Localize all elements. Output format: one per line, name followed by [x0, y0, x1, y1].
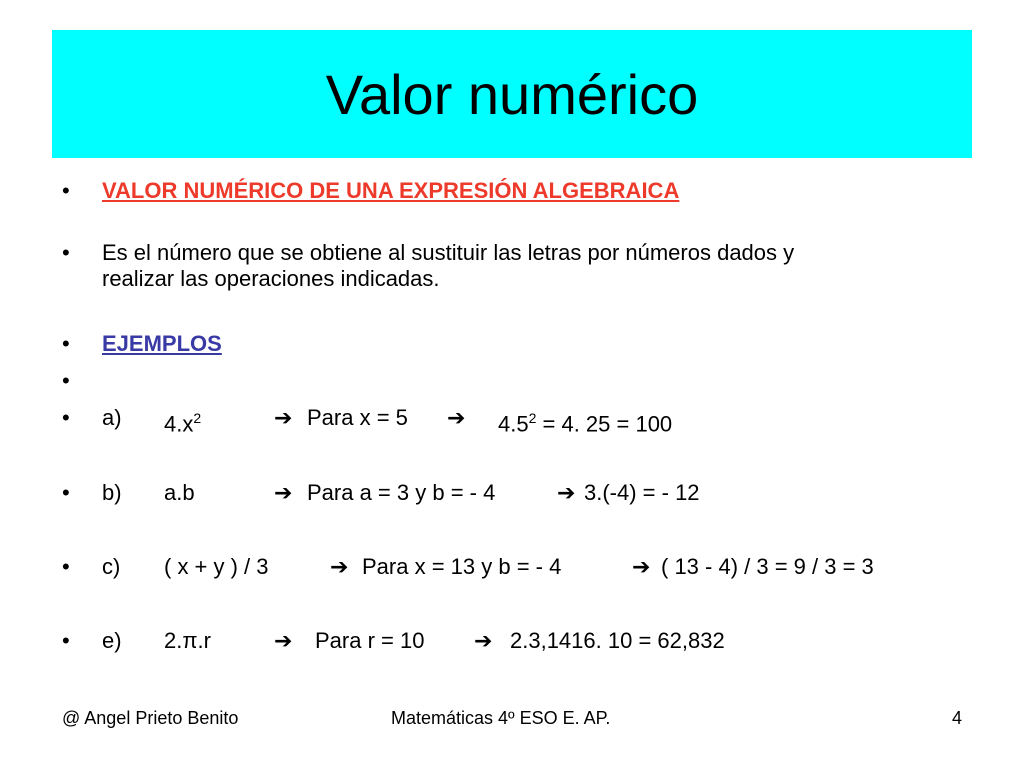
- arrow-icon: ➔: [330, 554, 349, 579]
- bullet-dot: •: [62, 368, 70, 393]
- arrow-icon: ➔: [274, 628, 293, 653]
- bullet-dot: •: [62, 554, 70, 579]
- bullet-dot: •: [62, 628, 70, 653]
- example-expression: a.b: [164, 480, 195, 505]
- definition-text: [102, 240, 942, 292]
- example-label: c): [102, 554, 121, 579]
- example-label: a): [102, 405, 122, 430]
- footer-course: Matemáticas 4º ESO E. AP.: [391, 708, 611, 728]
- example-result: 2.3,1416. 10 = 62,832: [510, 628, 725, 653]
- arrow-icon: ➔: [447, 405, 466, 430]
- example-condition: Para x = 13 y b = - 4: [362, 554, 562, 579]
- footer-author: @ Angel Prieto Benito: [62, 708, 239, 728]
- bullet-dot: •: [62, 331, 70, 356]
- section-heading: VALOR NUMÉRICO DE UNA EXPRESIÓN ALGEBRAICA: [102, 178, 680, 203]
- definition-line-2: realizar las operaciones indicadas.: [102, 266, 440, 291]
- arrow-icon: ➔: [274, 480, 293, 505]
- example-result: ( 13 - 4) / 3 = 9 / 3 = 3: [661, 554, 874, 579]
- arrow-icon: ➔: [632, 554, 651, 579]
- arrow-icon: ➔: [557, 480, 576, 505]
- slide-title: Valor numérico: [325, 62, 699, 126]
- title-bar: [52, 30, 972, 158]
- definition-line-1: Es el número que se obtiene al sustituir las letras por números dados y: [102, 240, 795, 265]
- bullet-dot: •: [62, 178, 70, 203]
- example-result: 3.(-4) = - 12: [584, 480, 700, 505]
- arrow-icon: ➔: [474, 628, 493, 653]
- example-expression: 2.π.r: [164, 628, 211, 653]
- example-expression: $4.x^2$: [164, 410, 202, 437]
- example-label: e): [102, 628, 122, 653]
- bullet-dot: •: [62, 480, 70, 505]
- example-condition: Para a = 3 y b = - 4: [307, 480, 496, 505]
- example-result: $4.5^2 = 4$. 25 = 100: [498, 410, 673, 437]
- example-condition: Para x = 5: [307, 405, 408, 430]
- example-label: b): [102, 480, 122, 505]
- bullet-dot: •: [62, 240, 70, 265]
- example-condition: Para r = 10: [315, 628, 425, 653]
- example-expression: ( x + y ) / 3: [164, 554, 269, 579]
- bullet-dot: •: [62, 405, 70, 430]
- arrow-icon: ➔: [274, 405, 293, 430]
- footer-page-number: 4: [952, 708, 963, 728]
- examples-heading: EJEMPLOS: [102, 331, 222, 356]
